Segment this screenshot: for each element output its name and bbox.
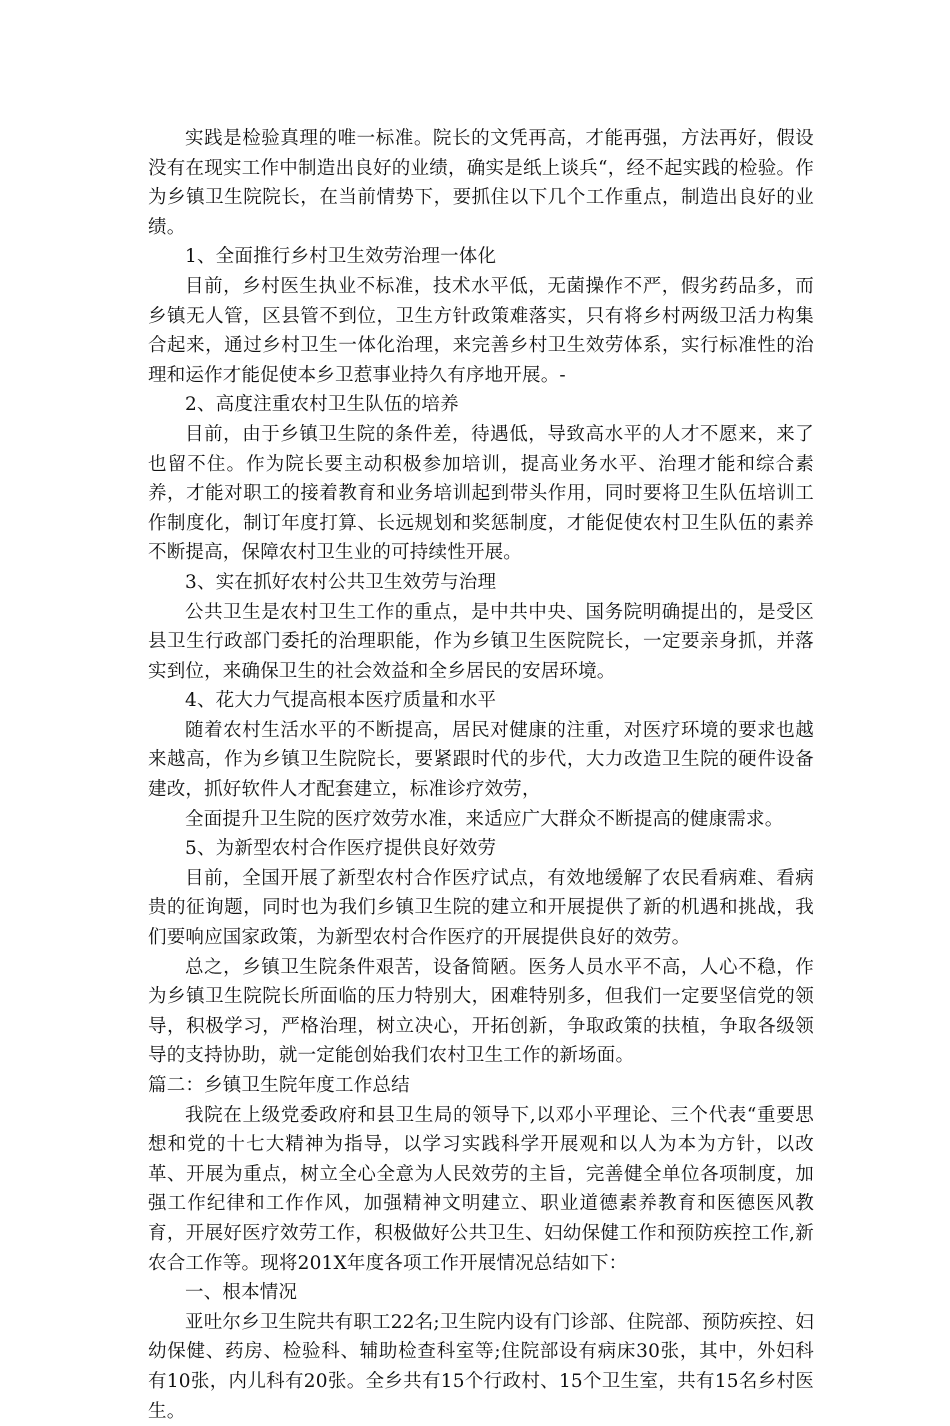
paragraph: 公共卫生是农村卫生工作的重点，是中共中央、国务院明确提出的，是受区县卫生行政部门委托的治理职能，作为乡镇卫生医院院长，一定要亲身抓，并落实到位，来确保卫生的社会效益和全乡居民的安居环境。 xyxy=(148,601,814,682)
section-heading: 一、根本情况 xyxy=(185,1282,298,1304)
paragraph: 随着农村生活水平的不断提高，居民对健康的注重，对医疗环境的要求也越来越高，作为乡镇卫生院院长，要紧跟时代的步代，大力改造卫生院的硬件设备建改，抓好软件人才配套建立，标准诊疗效劳， xyxy=(148,719,814,801)
chapter-title: 篇二：乡镇卫生院年度工作总结 xyxy=(148,1075,410,1096)
paragraph: 亚吐尔乡卫生院共有职工22名;卫生院内设有门诊部、住院部、预防疾控、妇幼保健、药房、检验科、辅助检查科室等;住院部设有病床30张，其中，外妇科有10张，内儿科有20张。全乡共有15个行政村、15个卫生室，共有15名乡村医生。 xyxy=(148,1311,814,1422)
paragraph: 实践是检验真理的唯一标准。院长的文凭再高，才能再强，方法再好，假设没有在现实工作中制造出良好的业绩，确实是纸上谈兵“，经不起实践的检验。作为乡镇卫生院院长，在当前情势下，要抓住以下几个工作重点，制造出良好的业绩。 xyxy=(148,128,814,238)
paragraph: 全面提升卫生院的医疗效劳水准，来适应广大群众不断提高的健康需求。 xyxy=(185,808,784,830)
section-heading: 3、实在抓好农村公共卫生效劳与治理 xyxy=(185,571,497,593)
paragraph: 目前，乡村医生执业不标准，技术水平低，无菌操作不严，假劣药品多，而乡镇无人管，区县管不到位，卫生方针政策难落实，只有将乡村两级卫活力构集合起来，通过乡村卫生一体化治理，来完善乡村卫生效劳体系，实行标准性的治理和运作才能促使本乡卫惹事业持久有序地开展。- xyxy=(148,275,814,386)
section-heading: 5、为新型农村合作医疗提供良好效劳 xyxy=(185,838,497,860)
paragraph: 目前，由于乡镇卫生院的条件差，待遇低，导致高水平的人才不愿来，来了也留不住。作为院长要主动积极参加培训，提高业务水平、治理才能和综合素养，才能对职工的接着教育和业务培训起到带头作用，同时要将卫生队伍培训工作制度化，制订年度打算、长远规划和奖惩制度，才能促使农村卫生队伍的素养不断提高，保障农村卫生业的可持续性开展。 xyxy=(148,423,814,564)
paragraph: 我院在上级党委政府和县卫生局的领导下,以邓小平理论、三个代表“重要思想和党的十七大精神为指导，以学习实践科学开展观和以人为本为方针，以改革、开展为重点，树立全心全意为人民效劳的主旨，完善健全单位各项制度，加强工作纪律和工作作风，加强精神文明建立、职业道德素养教育和医德医风教育，开展好医疗效劳工作，积极做好公共卫生、妇幼保健工作和预防疾控工作,新农合工作等。现将201X年度各项工作开展情况总结如下： xyxy=(148,1104,814,1274)
section-heading: 4、花大力气提高根本医疗质量和水平 xyxy=(185,690,497,712)
section-heading: 1、全面推行乡村卫生效劳治理一体化 xyxy=(185,246,497,268)
paragraph: 总之，乡镇卫生院条件艰苦，设备简陋。医务人员水平不高，人心不稳，作为乡镇卫生院院长所面临的压力特别大，困难特别多，但我们一定要坚信党的领导，积极学习，严格治理，树立决心，开拓创新，争取政策的扶植，争取各级领导的支持协助，就一定能创始我们农村卫生工作的新场面。 xyxy=(148,956,814,1067)
document-body xyxy=(148,124,814,1426)
section-heading: 2、高度注重农村卫生队伍的培养 xyxy=(185,394,459,416)
paragraph: 目前，全国开展了新型农村合作医疗试点，有效地缓解了农民看病难、看病贵的征询题，同时也为我们乡镇卫生院的建立和开展提供了新的机遇和挑战，我们要响应国家政策，为新型农村合作医疗的开展提供良好的效劳。 xyxy=(148,867,814,949)
